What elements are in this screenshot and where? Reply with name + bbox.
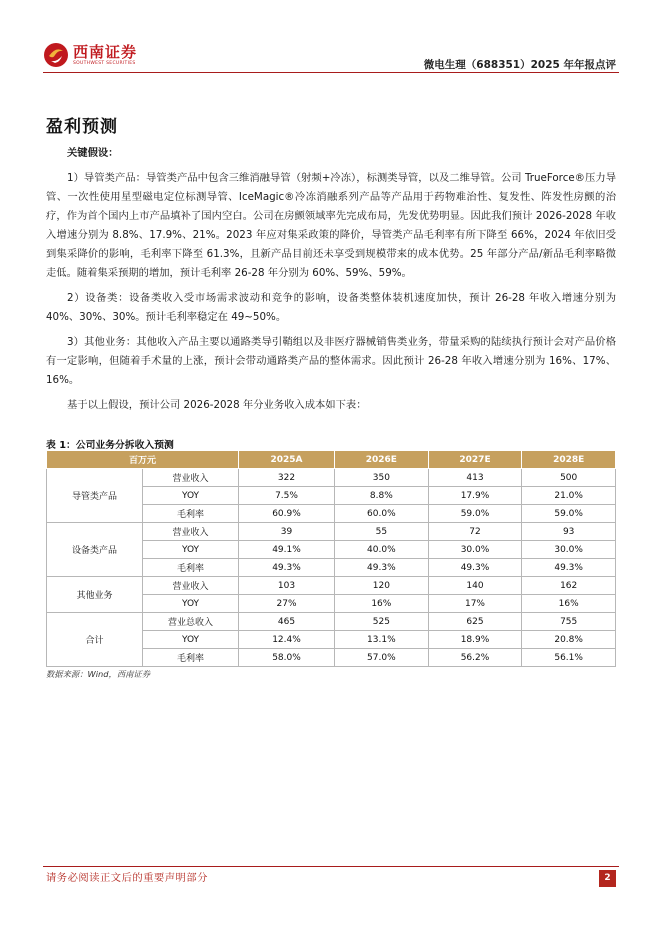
cell: 58.0% (239, 649, 335, 667)
metric-label: YOY (143, 595, 239, 613)
table-row (47, 577, 616, 595)
cell: 162 (522, 577, 616, 595)
cell: 500 (522, 469, 616, 487)
cell: 140 (428, 577, 522, 595)
cell: 56.1% (522, 649, 616, 667)
paragraph-catheter: 1）导管类产品：导管类产品中包含三维消融导管（射频+冷冻），标测类导管，以及二维导管。公司 TrueForce®压力导管、一次性使用星型磁电定位标测导管、IceMagic®冷冻消融系列产品等产品用于药物难治性、复发性、阵发性房颤的治疗，作为首个国内上市产品填补了国内空白。公司在房颤领域率先完成布局，先发优势明显。因此我们预计 2026-2028 年收入增速分别为 8.8%、17.9%、21%。2023 年应对集采政策的降价，导管类产品毛利率有所下降至 66%，2024 年依旧受到集采降价的影响，毛利率下降至 61.3%，且新产品目前还未享受到规模带来的成本优势。25 年部分产品/新品毛利率略微走低。随着集采预期的增加，预计毛利率 26-28 年分别为 60%、59%、59%。 (46, 172, 616, 279)
metric-label: 毛利率 (143, 559, 239, 577)
cell: 27% (239, 595, 335, 613)
report-title: 微电生理（688351）2025 年年报点评 (423, 59, 616, 71)
table-title: 表 1：公司业务分拆收入预测 (46, 440, 174, 451)
cell: 20.8% (522, 631, 616, 649)
cell: 21.0% (522, 487, 616, 505)
page-number: 2 (599, 870, 616, 887)
assumptions-block (46, 144, 616, 415)
cell: 60.0% (335, 505, 429, 523)
cell: 72 (428, 523, 522, 541)
table-row (47, 613, 616, 631)
cell: 413 (428, 469, 522, 487)
metric-label: YOY (143, 487, 239, 505)
cell: 57.0% (335, 649, 429, 667)
cell: 18.9% (428, 631, 522, 649)
cell: 49.3% (522, 559, 616, 577)
section-title: 盈利预测 (46, 117, 118, 137)
group-label: 其他业务 (47, 577, 143, 613)
cell: 17.9% (428, 487, 522, 505)
paragraph-other: 3）其他业务：其他收入产品主要以通路类导引鞘组以及非医疗器械销售类业务，带量采购的陆续执行预计会对产品价格有一定影响，但随着手术量的上涨，预计会带动通路类产品的整体需求。因此预计 26-28 年收入增速分别为 16%、17%、16%。 (46, 336, 616, 386)
header-2026e: 2026E (335, 451, 429, 469)
cell: 60.9% (239, 505, 335, 523)
cell: 322 (239, 469, 335, 487)
southwest-securities-logo-icon (43, 42, 69, 68)
cell: 59.0% (522, 505, 616, 523)
cell: 13.1% (335, 631, 429, 649)
header-2028e: 2028E (522, 451, 616, 469)
paragraph-equipment: 2）设备类：设备类收入受市场需求波动和竞争的影响，设备类整体装机速度加快，预计 26-28 年收入增速分别为 40%、30%、30%。预计毛利率稳定在 49~50%。 (46, 292, 616, 323)
cell: 525 (335, 613, 429, 631)
cell: 56.2% (428, 649, 522, 667)
cell: 49.3% (335, 559, 429, 577)
cell: 49.3% (428, 559, 522, 577)
metric-label: 营业收入 (143, 469, 239, 487)
metric-label: 毛利率 (143, 505, 239, 523)
company-logo (43, 40, 137, 70)
cell: 40.0% (335, 541, 429, 559)
cell: 7.5% (239, 487, 335, 505)
table-row (47, 523, 616, 541)
table-row (47, 469, 616, 487)
logo-english-name: SOUTHWEST SECURITIES (73, 60, 136, 66)
header-2025a: 2025A (239, 451, 335, 469)
cell: 103 (239, 577, 335, 595)
cell: 8.8% (335, 487, 429, 505)
metric-label: 营业收入 (143, 577, 239, 595)
logo-chinese-name: 西南证券 (73, 42, 138, 61)
footer-disclaimer: 请务必阅读正文后的重要声明部分 (46, 872, 208, 884)
header-divider (43, 72, 619, 73)
cell: 39 (239, 523, 335, 541)
cell: 30.0% (522, 541, 616, 559)
cell: 120 (335, 577, 429, 595)
cell: 16% (522, 595, 616, 613)
header-unit: 百万元 (47, 451, 239, 469)
cell: 625 (428, 613, 522, 631)
cell: 49.3% (239, 559, 335, 577)
metric-label: 营业总收入 (143, 613, 239, 631)
cell: 16% (335, 595, 429, 613)
cell: 49.1% (239, 541, 335, 559)
assumptions-heading: 关键假设： (67, 147, 119, 159)
cell: 30.0% (428, 541, 522, 559)
header-2027e: 2027E (428, 451, 522, 469)
cell: 93 (522, 523, 616, 541)
cell: 350 (335, 469, 429, 487)
metric-label: YOY (143, 631, 239, 649)
cell: 755 (522, 613, 616, 631)
group-label: 合计 (47, 613, 143, 667)
paragraph-summary: 基于以上假设，预计公司 2026-2028 年分业务收入成本如下表： (67, 399, 367, 411)
footer-divider (43, 866, 619, 867)
group-label: 设备类产品 (47, 523, 143, 577)
cell: 55 (335, 523, 429, 541)
cell: 465 (239, 613, 335, 631)
cell: 59.0% (428, 505, 522, 523)
data-source-note: 数据来源：Wind，西南证券 (46, 669, 151, 679)
table-header-row (47, 451, 616, 469)
cell: 12.4% (239, 631, 335, 649)
group-label: 导管类产品 (47, 469, 143, 523)
cell: 17% (428, 595, 522, 613)
metric-label: 营业收入 (143, 523, 239, 541)
metric-label: YOY (143, 541, 239, 559)
metric-label: 毛利率 (143, 649, 239, 667)
revenue-forecast-table (46, 450, 616, 667)
